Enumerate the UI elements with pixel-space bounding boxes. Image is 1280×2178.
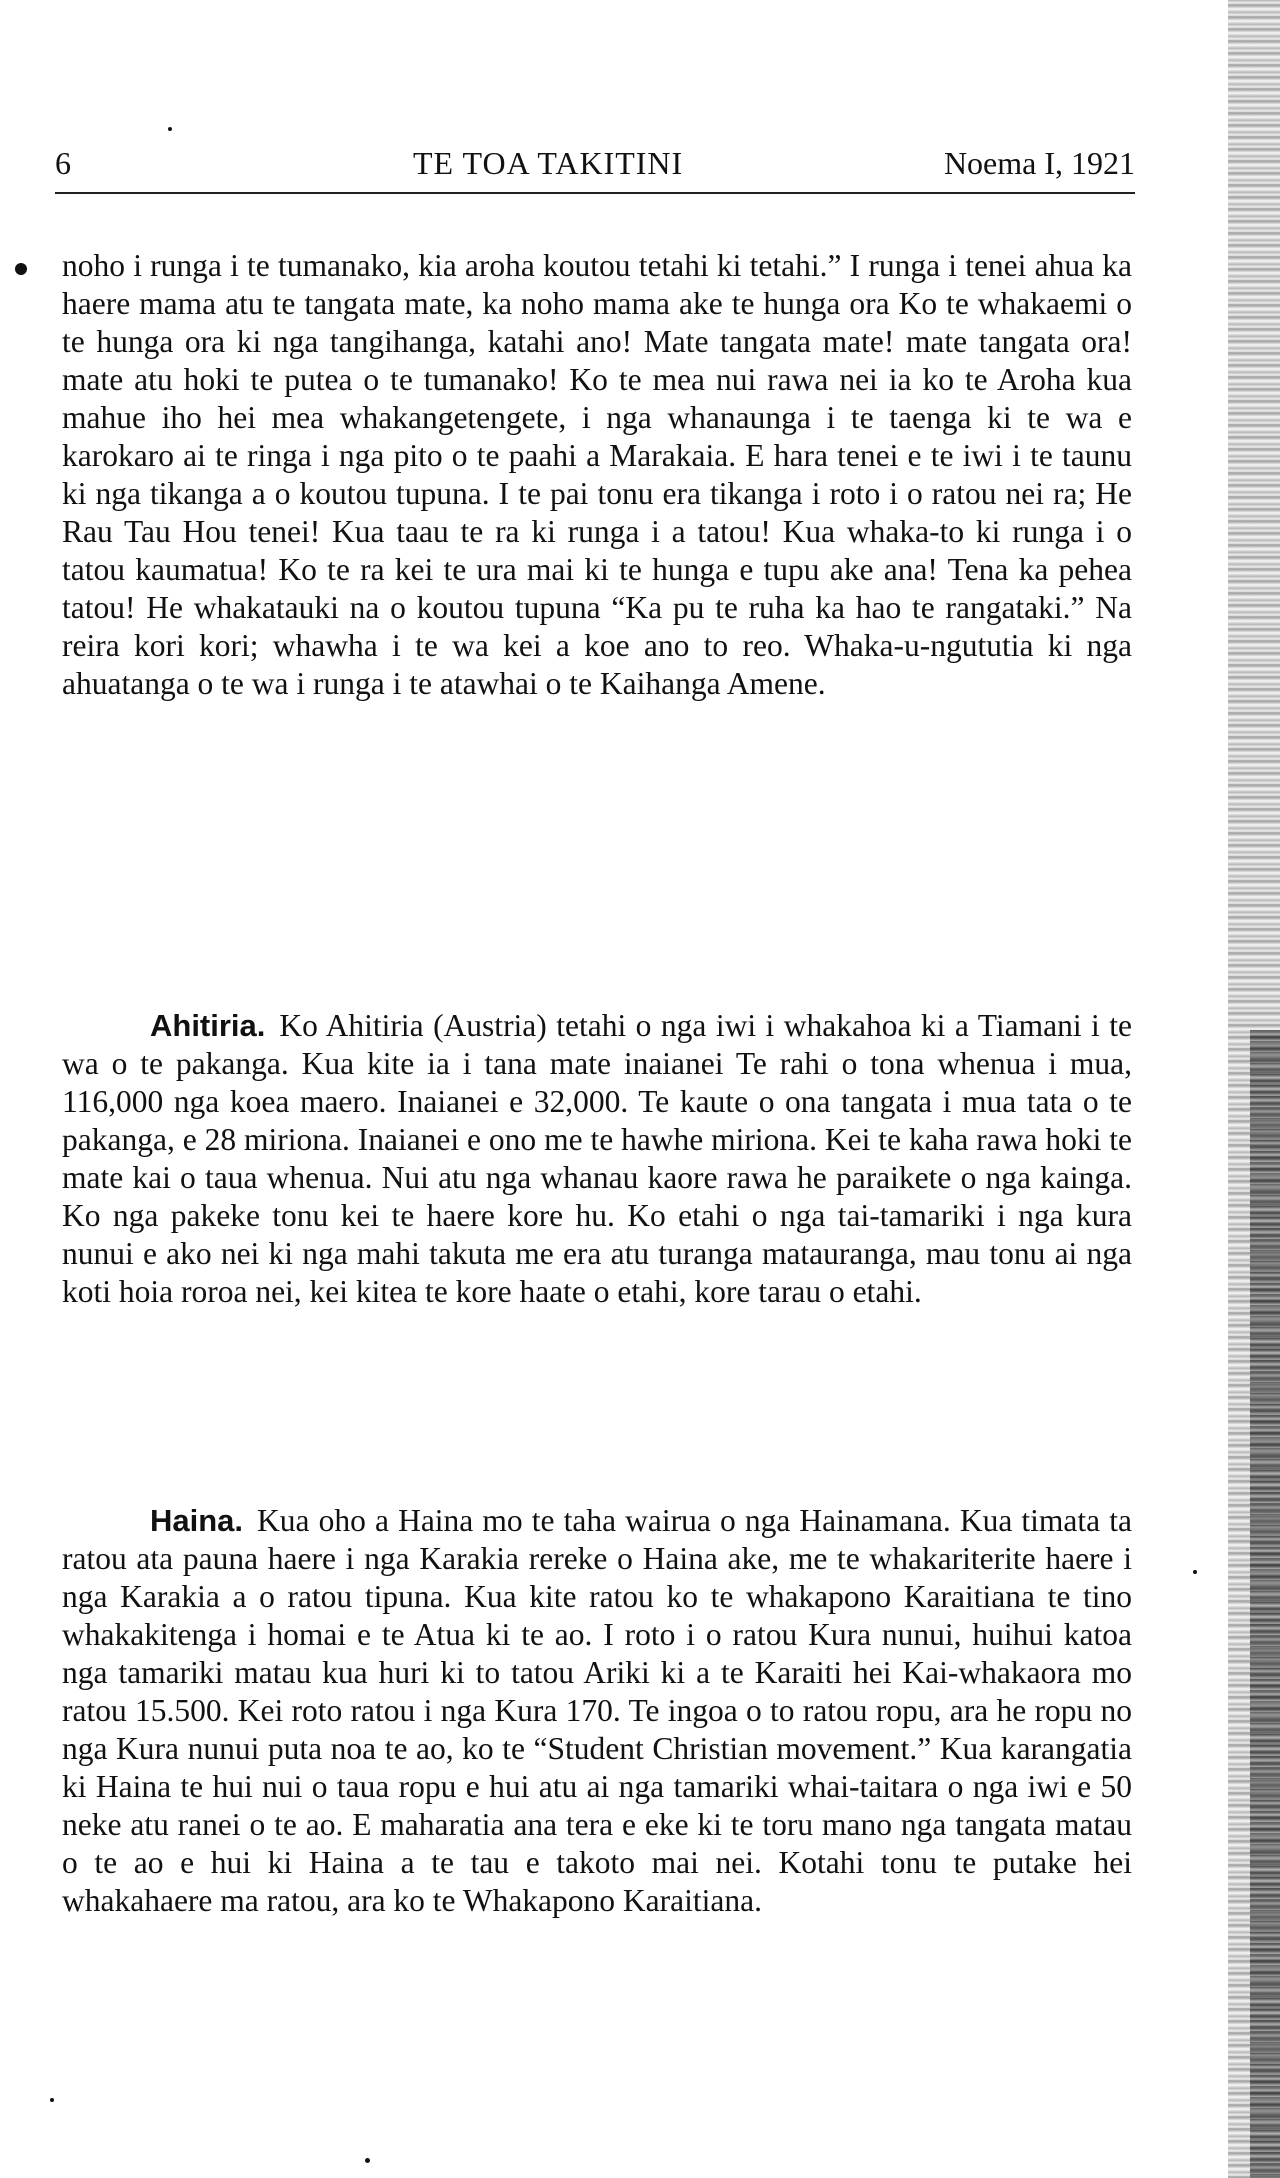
- page-number: 6: [55, 145, 71, 181]
- running-header: [55, 145, 1135, 187]
- speck-mark: [168, 127, 172, 131]
- paragraph-text: Ko Ahitiria (Austria) tetahi o nga iwi i whakahoa ki a Tiamani i te wa o te pakanga. Kua kite ia i tana mate inaianei Te rahi o tona whenua i mua, 116,000 nga koea maero. Inaianei e 32,000. Te kaute o ona tangata i mua tata o te pakanga, e 28 miriona. Inaianei e ono me te hawhe miriona. Kei te kaha rawa hoki te mate kai o taua whenua. Nui atu nga whanau kaore rawa he paraikete o nga kainga. Ko nga pakeke tonu kei te haere kore hu. Ko etahi o nga tai-tamariki i nga kura nunui e ako nei ki nga mahi takuta me era atu turanga matauranga, mau tonu ai nga koti hoia roroa nei, kei kitea te kore haate o etahi, kore tarau o etahi.: [62, 1007, 1132, 1309]
- paragraph-haina: [62, 1502, 1132, 1920]
- paragraph-ahitiria: [62, 1007, 1132, 1311]
- paragraph-heading: Haina.: [150, 1502, 244, 1538]
- margin-bullet-mark: [15, 263, 27, 275]
- issue-date: Noema I, 1921: [943, 145, 1135, 181]
- scanned-page-edge-shadow: [1250, 1030, 1280, 2178]
- paragraph-continuation: [62, 247, 1132, 703]
- paragraph-text: noho i runga i te tumanako, kia aroha koutou tetahi ki tetahi.” I runga i tenei ahua ka haere mama atu te tangata mate, ka noho mama ake te hunga ora Ko te whakaemi o te hunga ora ki nga tangihanga, katahi ano! Mate tangata mate! mate tangata ora! mate atu hoki te putea o te tumanako! Ko te mea nui rawa nei ia ko te Aroha kua mahue iho hei mea whakangetengete, i nga whanaunga i te taenga ki te wa e karokaro ai te ringa i nga pito o te paahi a Marakaia. E hara tenei e te iwi i te taunu ki nga tikanga a o koutou tupuna. I te pai tonu era tikanga i roto i o ratou nei ra; He Rau Tau Hou tenei! Kua taau te ra ki runga i a tatou! Kua whaka-to ki runga i o tatou kaumatua! Ko te ra kei te ura mai ki te hunga e tupu ake ana! Tena ka pehea tatou! He whakatauki na o koutou tupuna “Ka pu te ruha ka hao te rangataki.” Na reira kori kori; whawha i te wa kei a koe ano to reo. Whaka-u-ngututia ki nga ahuatanga o te wa i runga i te atawhai o te Kaihanga Amene.: [62, 247, 1132, 701]
- header-rule: [55, 192, 1135, 194]
- speck-mark: [50, 2098, 54, 2102]
- speck-mark: [1193, 1570, 1197, 1574]
- speck-mark: [365, 2158, 370, 2163]
- paragraph-text: Kua oho a Haina mo te taha wairua o nga Hainamana. Kua timata ta ratou ata pauna haere i nga Karakia rereke o Haina ake, me te whakariterite haere i nga Karakia a o ratou tipuna. Kua kite ratou ko te whakapono Karaitiana te tino whakakitenga i homai e te Atua ki te ao. I roto i o ratou Kura nunui, huihui katoa nga tamariki matau kua huri ki to tatou Ariki ki a te Karaiti hei Kai-whakaora mo ratou 15.500. Kei roto ratou i nga Kura 170. Te ingoa o to ratou ropu, ara he ropu no nga Kura nunui puta noa te ao, ko te “Student Christian movement.” Kua karangatia ki Haina te hui nui o taua ropu e hui atu ai nga tamariki whai-taitara o nga iwi e 50 neke atu ranei o te ao. E maharatia ana tera e eke ki te toru mano nga tangata matau o te ao e hui ki Haina a te tau e takoto mai nei. Kotahi tonu te putake hei whakahaere ma ratou, ara ko te Whakapono Karaitiana.: [62, 1502, 1132, 1918]
- paragraph-heading: Ahitiria.: [150, 1007, 266, 1043]
- publication-title: TE TOA TAKITINI: [413, 145, 684, 181]
